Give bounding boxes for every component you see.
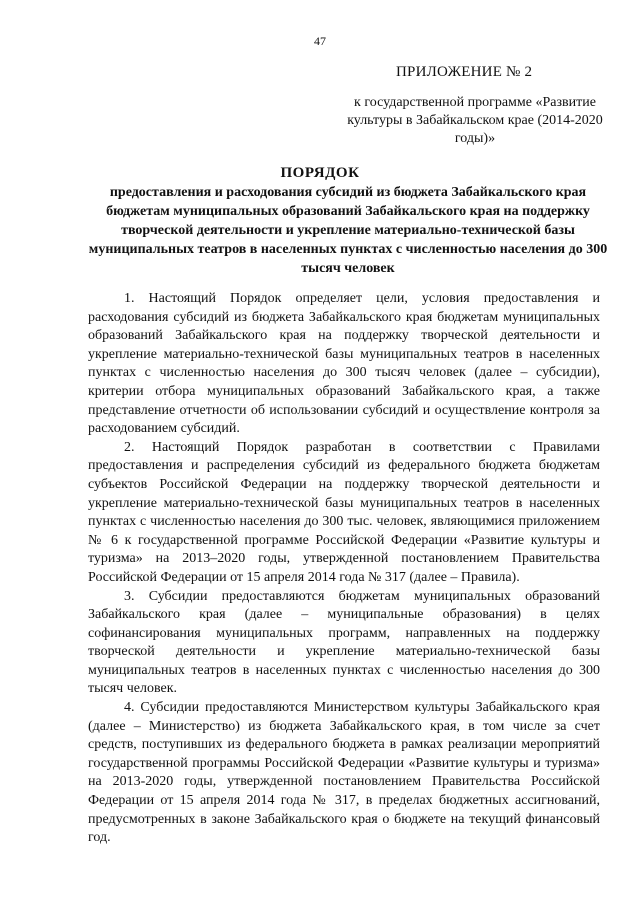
appendix-reference: к государственной программе «Развитие культуры в Забайкальском крае (2014-2020 годы)» bbox=[347, 95, 603, 146]
document-title: ПОРЯДОК bbox=[280, 165, 360, 181]
document-subtitle: предоставления и расходования субсидий из бюджета Забайкальского края бюджетам муниципальных образований Забайкальского края на поддержку творческой деятельности и укрепление материально-технической базы муниципальных театров в населенных пунктах с численностью населения до 300 тысяч человек bbox=[88, 185, 608, 276]
paragraph-3: 3. Субсидии предоставляются бюджетам муниципальных образований Забайкальского края (далее – муниципальные образования) в целях софинансирования муниципальных программ, направленных на поддержку творческой деятельности и укрепление материально-технической базы муниципальных театров в населенных пунктах с численностью населения до 300 тысяч человек. bbox=[88, 588, 600, 697]
appendix-title: ПРИЛОЖЕНИЕ № 2 bbox=[396, 64, 533, 80]
paragraph-1: 1. Настоящий Порядок определяет цели, условия предоставления и расходования субсидий из бюджета Забайкальского края бюджетам муниципальных образований Забайкальского края на поддержку творческой деятельности и укрепление материально-технической базы муниципальных театров в населенных пунктах с численностью населения до 300 тысяч человек (далее – субсидии), критерии отбора муниципальных образований Забайкальского края, а также представление отчетности об использовании субсидий и осуществление контроля за расходованием субсидий. bbox=[88, 291, 600, 437]
page-number: 47 bbox=[314, 34, 326, 48]
paragraph-4: 4. Субсидии предоставляются Министерством культуры Забайкальского края (далее – Министерство) из бюджета Забайкальского края, в том числе за счет средств, поступивших из федерального бюджета в рамках реализации мероприятий государственной программы Российской Федерации «Развитие культуры и туризма» на 2013-2020 годы, утвержденной постановлением Правительства Российской Федерации от 15 апреля 2014 года № 317, в пределах бюджетных ассигнований, предусмотренных в законе Забайкальского края о бюджете на текущий финансовый год. bbox=[88, 700, 600, 846]
paragraph-2: 2. Настоящий Порядок разработан в соответствии с Правилами предоставления и распределения субсидий из федерального бюджета бюджетам субъектов Российской Федерации на поддержку творческой деятельности и укрепление материально-технической базы муниципальных театров в населенных пунктах с численностью населения до 300 тыс. человек, являющимися приложением № 6 к государственной программе Российской Федерации «Развитие культуры и туризма» на 2013–2020 годы, утвержденной постановлением Правительства Российской Федерации от 15 апреля 2014 года № 317 (далее – Правила). bbox=[88, 439, 600, 585]
document-body bbox=[88, 290, 600, 848]
